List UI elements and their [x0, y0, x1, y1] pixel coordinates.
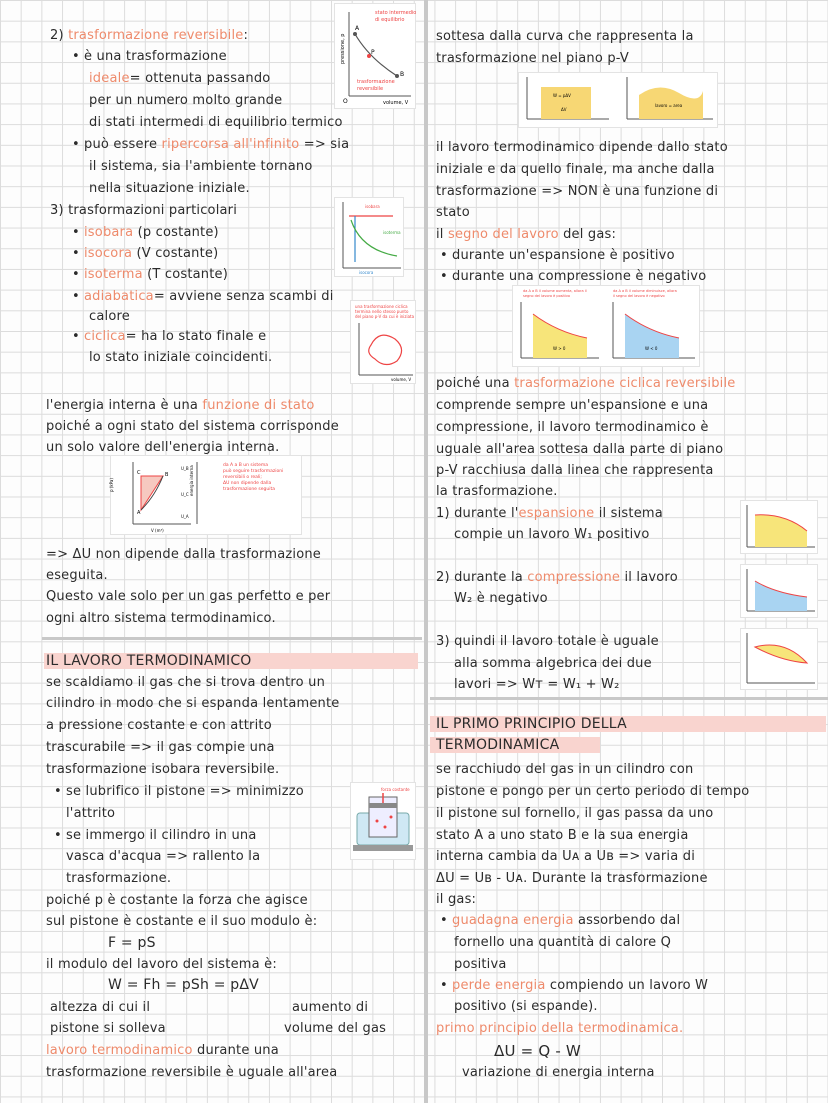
section-3-title: [50, 202, 237, 220]
list-item: 3) quindi il lavoro totale è uguale: [436, 634, 659, 649]
colon: :: [243, 28, 249, 43]
heading-primo-principio-cont: TERMODINAMICA: [436, 737, 560, 753]
text-line: p-V racchiusa dalla linea che rappresenta: [436, 463, 714, 478]
text-line: di stati intermedi di equilibrio termico: [89, 115, 343, 130]
text-line: lo stato iniziale coincidenti.: [89, 350, 273, 365]
highlight-word: funzione di stato: [202, 398, 315, 413]
figure-internal-energy: [110, 455, 302, 535]
text-span: del gas:: [563, 227, 617, 242]
text-line: trasformazione.: [66, 871, 172, 886]
text-line: trascurabile => il gas compie una: [46, 740, 275, 755]
text-line: il modulo del lavoro del sistema è:: [46, 957, 277, 972]
energy-uc-label: U_C: [181, 492, 189, 497]
section-title-hl: trasformazione reversibile: [68, 28, 244, 43]
text-line: poiché a ogni stato del sistema corrisponde: [46, 419, 339, 434]
highlight-word: isocora: [84, 246, 133, 261]
x-axis-label: volume, V: [391, 377, 412, 382]
text-line: ogni altro sistema termodinamico.: [46, 611, 276, 626]
text-span: 1) durante l': [436, 506, 519, 521]
text-line: poiché p è costante la forza che agisce: [46, 893, 308, 908]
highlight-word: compressione: [527, 570, 621, 585]
list-item: • perde energia compiendo un lavoro W: [440, 978, 709, 993]
highlight-word: isobara: [84, 225, 134, 240]
isoterma-label: isoterma: [383, 230, 401, 235]
text-span: assorbendo dal: [578, 913, 681, 928]
text-line: se racchiudo del gas in un cilindro con: [436, 762, 694, 777]
text-line: per un numero molto grande: [89, 93, 283, 108]
y-axis-label: pressione, p: [340, 33, 346, 64]
list-item: • ciclica= ha lo stato finale e: [72, 329, 267, 344]
force-label: forza costante: [381, 787, 410, 792]
list-item: • se lubrifico il pistone => minimizzo: [54, 784, 304, 799]
text-line: compressione, il lavoro termodinamico è: [436, 420, 709, 435]
label-intermediate-state: stato intermedio di equilibrio: [375, 10, 417, 23]
y2-axis-label: energia interna: [189, 465, 194, 496]
highlight-word: guadagna energia: [452, 913, 574, 928]
list-item: • isocora (V costante): [72, 246, 219, 261]
isocora-label: isocora: [359, 270, 374, 275]
point-label-c: C: [137, 470, 141, 476]
text-span: (T costante): [147, 267, 229, 282]
label-reversible: trasformazione reversibile: [357, 79, 395, 92]
text-span: se lubrifico il pistone => minimizzo: [66, 784, 304, 799]
origin-label: O: [343, 98, 348, 105]
figure-work-sign: [512, 285, 700, 367]
text-line: il pistone sul fornello, il gas passa da uno: [436, 806, 714, 821]
isobara-label: isobara: [365, 204, 380, 209]
sign-caption-positive: da A a B il volume aumenta, allora il segno del lavoro è positivo: [523, 289, 587, 298]
list-item: [436, 505, 663, 523]
text-line: comprende sempre un'espansione e una: [436, 398, 709, 413]
annotation-volume-cont: volume del gas: [284, 1021, 387, 1036]
heading-lavoro: IL LAVORO TERMODINAMICO: [46, 653, 252, 669]
text-line: => ΔU non dipende dalla trasformazione: [46, 547, 321, 562]
text-span: = ottenuta passando: [129, 71, 271, 86]
fig4-caption: da A a B un sistema può seguire trasformazioni reversibili o reali; ΔU non dipende dalla trasformazione seguita: [223, 463, 284, 492]
x-axis-label: V (m³): [151, 528, 164, 533]
figure-cylinder-piston: [350, 782, 416, 860]
note-internal-energy: variazione di energia interna: [462, 1065, 655, 1080]
highlight-word: lavoro termodinamico: [46, 1043, 193, 1058]
work-formula-label: W = pΔV: [553, 93, 571, 98]
highlight-word: ideale: [89, 71, 130, 86]
highlight-word: adiabatica: [84, 289, 154, 304]
section-title: trasformazioni particolari: [68, 203, 238, 218]
delta-v-label: ΔV: [561, 107, 567, 112]
text-line: positivo (si espande).: [454, 999, 598, 1014]
text-line: [46, 397, 315, 415]
text-span: durante una: [197, 1043, 279, 1058]
point-label-b: B: [400, 71, 405, 78]
text-line: • può essere ripercorsa all'infinito => sia: [72, 137, 350, 152]
text-line: nella situazione iniziale.: [89, 181, 250, 196]
figure-cycle-expansion: [740, 500, 818, 554]
text-line: ΔU = Uʙ - Uᴀ. Durante la trasformazione: [436, 871, 708, 886]
y-axis-label: p (kPa): [109, 478, 114, 492]
text-line: la trasformazione.: [436, 484, 558, 499]
highlight-word: ciclica: [84, 329, 126, 344]
text-line: [89, 70, 270, 88]
text-span: il lavoro: [624, 570, 678, 585]
point-label-a: A: [355, 25, 360, 32]
text-line: lavori => Wт = W₁ + W₂: [454, 677, 620, 692]
text-line: vasca d'acqua => rallento la: [66, 849, 261, 864]
work-area-label: lavoro = area: [655, 103, 683, 108]
x-axis-label: volume, V: [383, 100, 409, 106]
column-divider: [424, 0, 428, 1103]
list-item: • isoterma (T costante): [72, 267, 229, 282]
point-label-p: P: [371, 49, 375, 56]
highlight-word: espansione: [518, 506, 595, 521]
text-line: compie un lavoro W₁ positivo: [454, 527, 650, 542]
figure-cyclic-transformation: [350, 300, 416, 384]
text-span: è una trasformazione: [84, 49, 227, 64]
text-line: trasformazione => NON è una funzione di: [436, 184, 719, 199]
text-line: un solo valore dell'energia interna.: [46, 440, 280, 455]
text-line: trasformazione isobara reversibile.: [46, 762, 280, 777]
text-span: il sistema: [598, 506, 663, 521]
text-line: fornello una quantità di calore Q: [454, 935, 672, 950]
text-span: compiendo un lavoro W: [549, 978, 709, 993]
point-label-b: B: [165, 472, 169, 478]
list-item: • durante una compressione è negativo: [440, 269, 707, 284]
text-line: trasformazione reversibile è uguale all'area: [46, 1065, 338, 1080]
cyclic-caption: una trasformazione ciclica termina nello stesso punto del piano p-V da cui è iniziata: [355, 304, 415, 319]
sign-caption-negative: da A a B il volume diminuisce, allora il segno del lavoro è negativo: [613, 289, 677, 298]
text-line: a pressione costante e con attrito: [46, 718, 272, 733]
section-2-title: [50, 27, 248, 45]
text-line: W₂ è negativo: [454, 591, 548, 606]
text-line: stato: [436, 205, 470, 220]
primo-principio-label: primo principio della termodinamica.: [436, 1021, 684, 1036]
text-span: l'energia interna è una: [46, 398, 199, 413]
formula-w: W = Fh = pSh = pΔV: [108, 977, 259, 993]
text-span: può essere: [84, 137, 158, 152]
figure-cycle-compression: [740, 564, 818, 618]
text-line: cilindro in modo che si espanda lentamente: [46, 696, 340, 711]
section-number: 3): [50, 203, 64, 218]
text-line: eseguita.: [46, 568, 108, 583]
text-span: 2) durante la: [436, 570, 523, 585]
list-item: • se immergo il cilindro in una: [54, 828, 257, 843]
text-line: l'attrito: [66, 806, 116, 821]
text-span: (V costante): [136, 246, 219, 261]
list-item: • isobara (p costante): [72, 225, 219, 240]
text-line: trasformazione nel piano p-V: [436, 51, 630, 66]
annotation-height: altezza di cui il: [50, 1000, 151, 1015]
text-line: calore: [89, 309, 130, 324]
highlight-word: ripercorsa all'infinito: [161, 137, 300, 152]
text-line: [436, 375, 735, 393]
figure-particular-transformations: [334, 197, 404, 277]
text-line: uguale all'area sottesa dalla parte di piano: [436, 442, 724, 457]
energy-ub-label: U_B: [181, 466, 189, 471]
text-span: = avviene senza scambi di: [153, 289, 334, 304]
figure-cycle-total: [740, 628, 818, 690]
section-divider-left: [42, 637, 422, 640]
section-number: 2): [50, 28, 64, 43]
list-item: • adiabatica= avviene senza scambi di: [72, 289, 334, 304]
text-line: • è una trasformazione: [72, 49, 227, 64]
annotation-height-cont: pistone si solleva: [50, 1021, 166, 1036]
figure-work-area: [518, 72, 718, 128]
text-line: Questo vale solo per un gas perfetto e per: [46, 589, 331, 604]
annotation-volume: aumento di: [292, 1000, 369, 1015]
list-item: • guadagna energia assorbendo dal: [440, 913, 681, 928]
text-span: durante un'espansione è positivo: [452, 248, 675, 263]
text-span: => sia: [303, 137, 350, 152]
highlight-word: isoterma: [84, 267, 143, 282]
heading-primo-principio: IL PRIMO PRINCIPIO DELLA: [436, 716, 627, 732]
text-line: iniziale e da quello finale, ma anche dalla: [436, 162, 715, 177]
negative-work-label: W < 0: [645, 346, 658, 351]
text-span: = ha lo stato finale e: [125, 329, 267, 344]
text-span: (p costante): [137, 225, 219, 240]
list-item: [436, 569, 678, 587]
text-line: positiva: [454, 957, 507, 972]
list-item: • durante un'espansione è positivo: [440, 248, 675, 263]
text-span: se immergo il cilindro in una: [66, 828, 257, 843]
text-line: sottesa dalla curva che rappresenta la: [436, 29, 694, 44]
highlight-word: segno del lavoro: [447, 227, 559, 242]
formula-f: F = pS: [108, 935, 156, 951]
text-line: stato A a uno stato B e la sua energia: [436, 828, 689, 843]
text-line: il sistema, sia l'ambiente tornano: [89, 159, 313, 174]
text-line: [436, 226, 616, 244]
point-label-a: A: [137, 510, 141, 516]
highlight-word: trasformazione ciclica reversibile: [514, 376, 736, 391]
text-line: pistone e pongo per un certo periodo di tempo: [436, 784, 750, 799]
text-line: se scaldiamo il gas che si trova dentro un: [46, 675, 326, 690]
energy-ua-label: U_A: [181, 514, 189, 519]
positive-work-label: W > 0: [553, 346, 566, 351]
text-line: alla somma algebrica dei due: [454, 656, 652, 671]
figure-reversible-transformation: [334, 3, 416, 109]
text-line: interna cambia da Uᴀ a Uʙ => varia di: [436, 849, 696, 864]
section-divider-right: [430, 697, 828, 700]
text-line: il gas:: [436, 892, 477, 907]
text-line: il lavoro termodinamico dipende dallo stato: [436, 140, 728, 155]
text-line: sul pistone è costante e il suo modulo è:: [46, 914, 318, 929]
text-span: il: [436, 227, 444, 242]
formula-first-law: ΔU = Q - W: [494, 1042, 581, 1060]
highlight-word: perde energia: [452, 978, 546, 993]
text-line: [46, 1042, 279, 1060]
text-span: durante una compressione è negativo: [452, 269, 707, 284]
text-span: poiché una: [436, 376, 510, 391]
